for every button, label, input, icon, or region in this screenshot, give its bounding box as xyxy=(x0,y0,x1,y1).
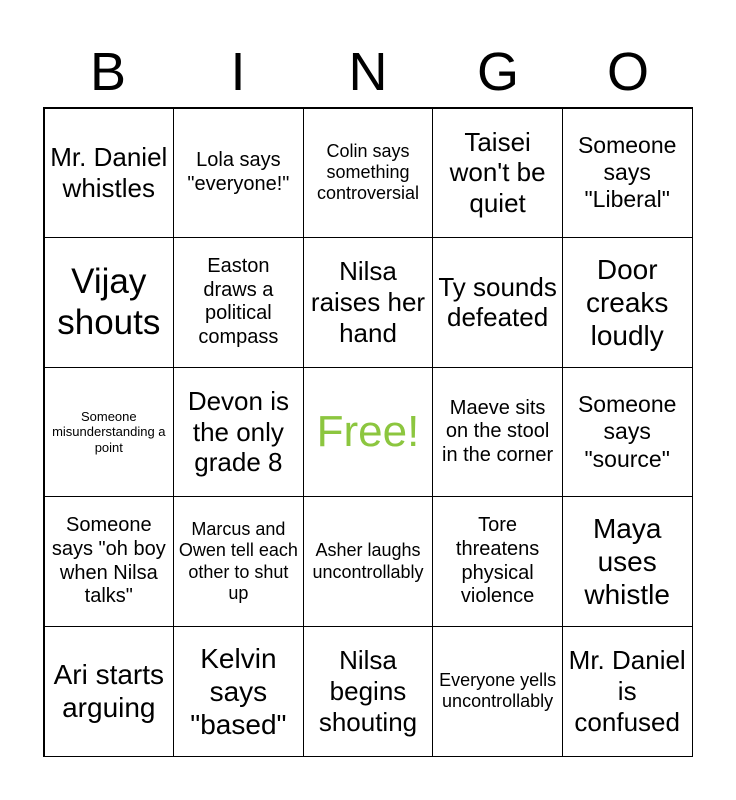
cell-text: Someone says "Liberal" xyxy=(577,132,677,213)
bingo-cell[interactable] xyxy=(562,237,693,368)
bingo-grid xyxy=(43,107,693,757)
bingo-cell[interactable] xyxy=(562,496,693,627)
bingo-cell[interactable] xyxy=(173,626,304,757)
cell-text: Easton draws a political compass xyxy=(198,255,279,348)
bingo-cell[interactable] xyxy=(303,237,434,368)
cell-text: Tore threatens physical violence xyxy=(455,514,540,608)
bingo-cell[interactable] xyxy=(44,367,175,498)
bingo-cell[interactable] xyxy=(173,237,304,368)
cell-text: Someone says "oh boy when Nilsa talks" xyxy=(51,514,166,608)
bingo-cell[interactable] xyxy=(44,496,175,627)
cell-text: Vijay shouts xyxy=(57,262,161,343)
cell-text: Lola says "everyone!" xyxy=(187,149,290,195)
bingo-header xyxy=(43,40,693,104)
bingo-cell[interactable] xyxy=(44,237,175,368)
header-letter-g: G xyxy=(476,42,519,102)
cell-text: Someone misunderstanding a point xyxy=(52,409,166,455)
bingo-cell[interactable] xyxy=(44,108,175,239)
header-letter-b: B xyxy=(89,42,127,102)
bingo-cell[interactable] xyxy=(432,237,563,368)
bingo-cell[interactable] xyxy=(432,108,563,239)
bingo-cell[interactable] xyxy=(44,626,175,757)
bingo-cell[interactable] xyxy=(562,367,693,498)
cell-text: Door creaks loudly xyxy=(585,253,669,351)
header-letter-i: I xyxy=(230,42,246,102)
bingo-cell[interactable] xyxy=(432,496,563,627)
cell-text: Someone says "source" xyxy=(577,391,677,472)
cell-text: Mr. Daniel is confused xyxy=(568,645,686,737)
bingo-cell[interactable] xyxy=(173,108,304,239)
bingo-cell[interactable] xyxy=(432,367,563,498)
cell-text: Colin says something controversial xyxy=(316,140,420,204)
cell-text: Everyone yells uncontrollably xyxy=(439,669,557,712)
cell-text: Devon is the only grade 8 xyxy=(187,385,289,478)
bingo-cell[interactable] xyxy=(303,496,434,627)
cell-text: Kelvin says "based" xyxy=(190,642,287,740)
free-space[interactable] xyxy=(303,367,434,498)
bingo-cell[interactable] xyxy=(173,367,304,498)
cell-text: Maeve sits on the stool in the corner xyxy=(442,396,554,466)
cell-text: Nilsa begins shouting xyxy=(318,645,418,737)
cell-text: Mr. Daniel whistles xyxy=(50,142,168,203)
header-letter-n: N xyxy=(348,42,388,102)
header-letter-o: O xyxy=(606,42,649,102)
cell-text: Marcus and Owen tell each other to shut up xyxy=(178,519,298,603)
bingo-cell[interactable] xyxy=(562,626,693,757)
free-space-label: Free! xyxy=(316,407,420,457)
cell-text: Asher laughs uncontrollably xyxy=(312,540,424,582)
bingo-cell[interactable] xyxy=(303,108,434,239)
cell-text: Ty sounds defeated xyxy=(438,271,557,333)
cell-text: Taisei won't be quiet xyxy=(449,126,546,219)
bingo-cell[interactable] xyxy=(173,496,304,627)
cell-text: Maya uses whistle xyxy=(584,513,670,611)
bingo-cell[interactable] xyxy=(303,626,434,757)
bingo-cell[interactable] xyxy=(562,108,693,239)
cell-text: Ari starts arguing xyxy=(53,659,165,724)
bingo-cell[interactable] xyxy=(432,626,563,757)
cell-text: Nilsa raises her hand xyxy=(310,256,426,348)
